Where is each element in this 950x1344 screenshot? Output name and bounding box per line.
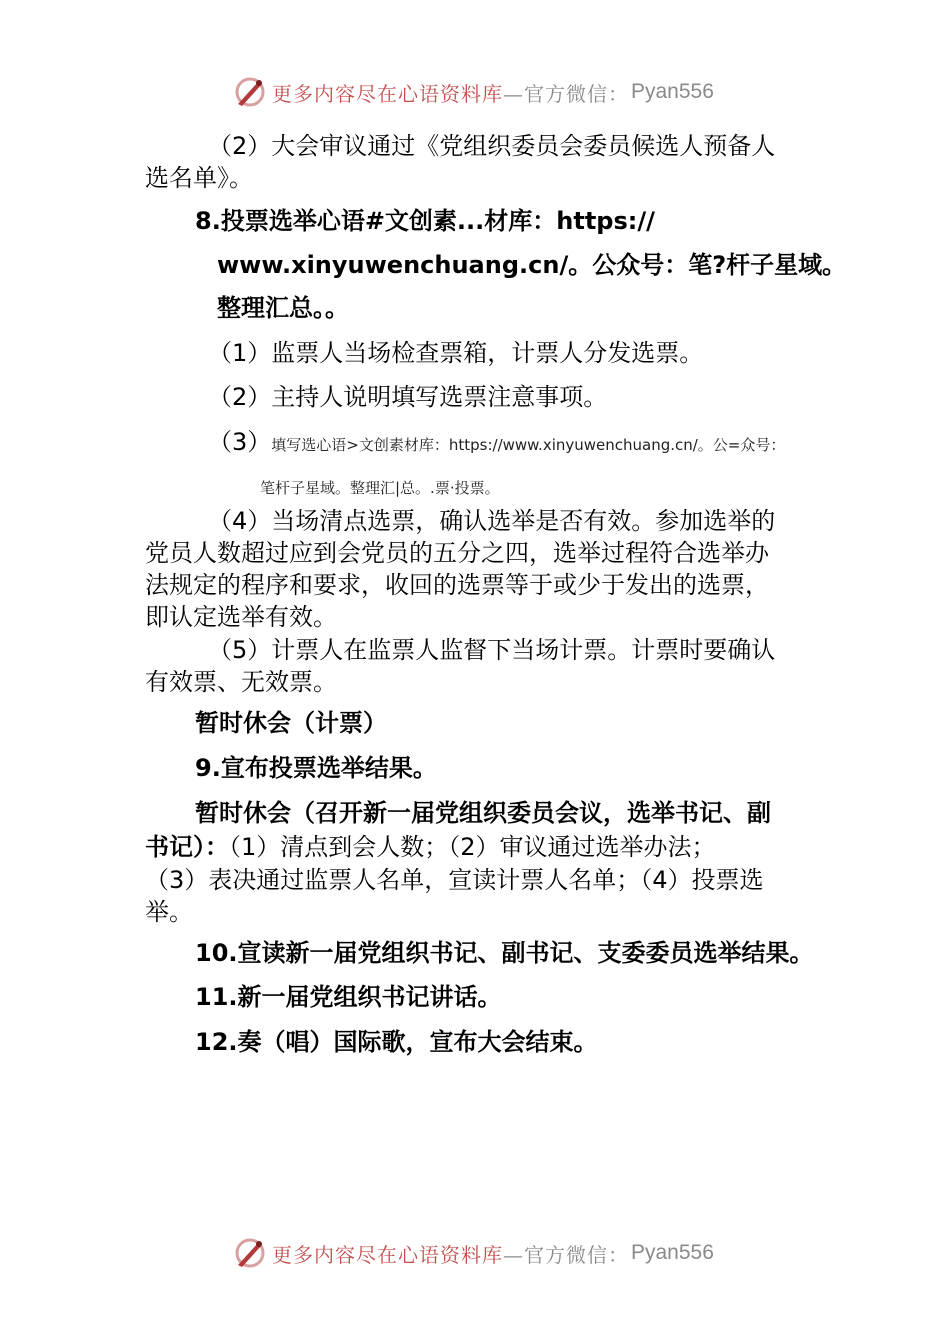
para-line bbox=[208, 426, 785, 461]
bold-text: 书记）： bbox=[145, 833, 229, 861]
header-wechat-id: Pyan556 bbox=[631, 80, 714, 103]
para-line: （3）表决通过监票人名单，宣读计票人名单；（4）投票选 bbox=[145, 866, 764, 894]
heading-speech: 11.新一届党组织书记讲话。 bbox=[195, 983, 502, 1011]
para-line: 法规定的程序和要求，收回的选票等于或少于发出的选票， bbox=[145, 571, 769, 599]
para-line: （2）主持人说明填写选票注意事项。 bbox=[208, 383, 608, 411]
para-line: 党员人数超过应到会党员的五分之四，选举过程符合选举办 bbox=[145, 539, 769, 567]
para-line: （4）当场清点选票，确认选举是否有效。参加选举的 bbox=[208, 507, 776, 535]
heading-voting: 8.投票选举心语#文创素...材库：https:// bbox=[195, 207, 655, 235]
para-line: 整理汇总。。 bbox=[217, 294, 349, 322]
header-site-text: 更多内容尽在心语资料库 bbox=[272, 81, 503, 106]
logo-icon bbox=[232, 1235, 268, 1271]
heading-announce: 10.宣读新一届党组织书记、副书记、支委委员选举结果。 bbox=[195, 939, 814, 967]
para-line: 即认定选举有效。 bbox=[145, 603, 337, 631]
heading-results: 9.宣布投票选举结果。 bbox=[195, 754, 437, 782]
para-line: （1）监票人当场检查票箱，计票人分发选票。 bbox=[208, 339, 704, 367]
para-line: 有效票、无效票。 bbox=[145, 668, 337, 696]
logo-icon bbox=[232, 74, 268, 110]
small-text: 笔杆子星域。整理汇|总。.票·投票。 bbox=[260, 479, 500, 497]
footer-site-text: 更多内容尽在心语资料库 bbox=[272, 1242, 503, 1267]
small-text: 填写选心语>文创素材库：https://www.xinyuwenchuang.cn/。公=众号： bbox=[271, 436, 786, 454]
para-line bbox=[145, 831, 716, 863]
header-wechat-label: —官方微信： bbox=[503, 81, 629, 106]
footer-banner bbox=[232, 1233, 714, 1273]
para-line: （5）计票人在监票人监督下当场计票。计票时要确认 bbox=[208, 636, 776, 664]
para-line: www.xinyuwenchuang.cn/。公众号：笔?杆子星域。 bbox=[217, 251, 847, 279]
footer-wechat-id: Pyan556 bbox=[631, 1241, 714, 1264]
footer-wechat-label: —官方微信： bbox=[503, 1242, 629, 1267]
para-line: （2）大会审议通过《党组织委员会委员候选人预备人 bbox=[208, 132, 776, 160]
para-line: 举。 bbox=[145, 898, 193, 926]
para-line: 暂时休会（召开新一届党组织委员会议，选举书记、副 bbox=[195, 799, 771, 827]
header-banner bbox=[232, 72, 714, 112]
regular-text: （1）清点到会人数；（2）审议通过选举办法； bbox=[229, 833, 716, 861]
heading-closing: 12.奏（唱）国际歌，宣布大会结束。 bbox=[195, 1028, 598, 1056]
para-line: 选名单》。 bbox=[145, 164, 253, 192]
heading-recess: 暂时休会（计票） bbox=[195, 709, 387, 737]
list-number: （3） bbox=[208, 428, 272, 456]
